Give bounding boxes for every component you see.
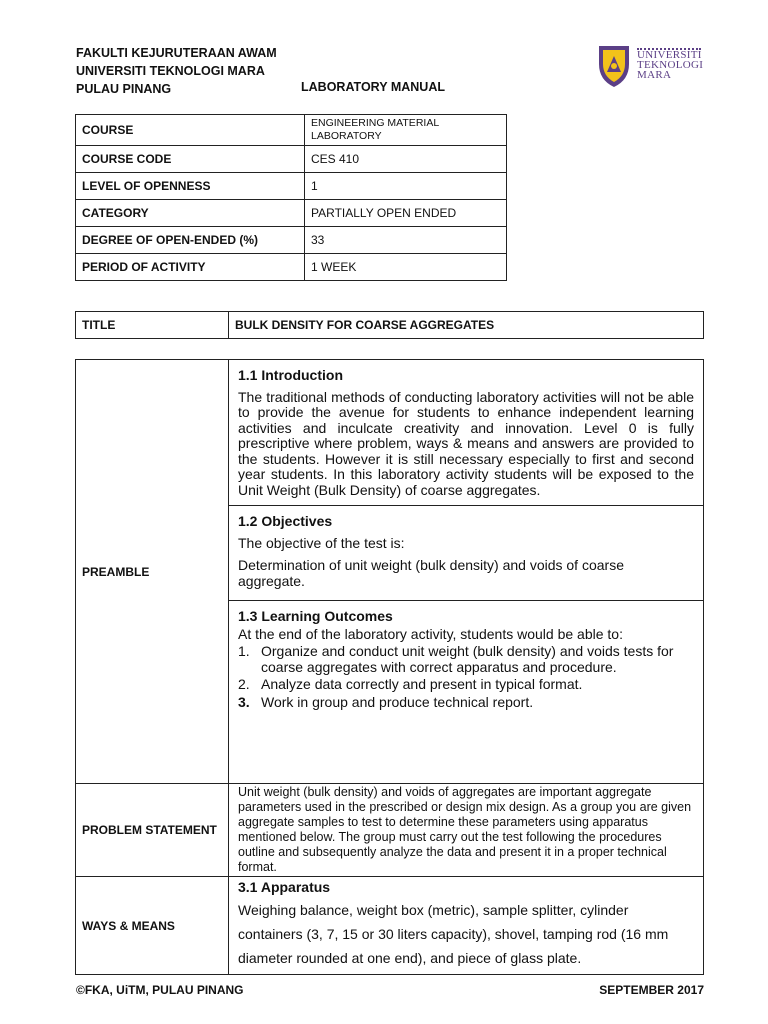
learning-outcomes-intro: At the end of the laboratory activity, students would be able to: [238,625,623,642]
table-row [76,115,507,146]
learning-outcomes-heading: 1.3 Learning Outcomes [238,608,393,624]
table-row [76,173,507,200]
table-row [76,877,704,975]
table-row [76,146,507,173]
apparatus-heading: 3.1 Apparatus [238,879,331,895]
title-key: TITLE [76,312,229,339]
content-table [75,359,704,975]
objectives-heading: 1.2 Objectives [238,513,333,529]
campus-name: PULAU PINANG [76,82,172,96]
problem-statement-label: PROBLEM STATEMENT [76,784,229,877]
footer-date: SEPTEMBER 2017 [599,983,704,997]
table-row [76,784,704,877]
introduction-text: The traditional methods of conducting laboratory activities will not be able to provide the avenue for students to enhance independent learning activities and inculcate creativity and innovation. Level 0 is fully prescriptive where problem, ways & means and answers are provided to the students. However it is still necessary especially to first and second year students. In this laboratory activity students will be exposed to the Unit Weight (Bulk Density) of coarse aggregates. [238,388,694,498]
title-value: BULK DENSITY FOR COARSE AGGREGATES [229,312,704,339]
ways-means-label: WAYS & MEANS [76,877,229,975]
info-value: PARTIALLY OPEN ENDED [305,200,507,227]
table-row [76,254,507,281]
introduction-heading: 1.1 Introduction [238,367,343,383]
problem-statement-section [229,784,704,877]
info-value: CES 410 [305,146,507,173]
uitm-logo [597,42,707,90]
university-name: UNIVERSITI TEKNOLOGI MARA [76,64,265,78]
title-table [75,311,704,339]
apparatus-text: Weighing balance, weight box (metric), sample splitter, cylinder containers (3, 7, 15 or 30 liters capacity), shovel, tamping rod (16 mm diameter rounded at one end), and piece of glass plate. [238,901,669,966]
info-key: DEGREE OF OPEN-ENDED (%) [76,227,305,254]
info-value: 1 WEEK [305,254,507,281]
info-key: CATEGORY [76,200,305,227]
info-value: 1 [305,173,507,200]
info-value: ENGINEERING MATERIAL LABORATORY [305,115,507,146]
info-key: COURSE CODE [76,146,305,173]
table-row [76,200,507,227]
info-key: COURSE [76,115,305,146]
logo-wordmark: UNIVERSITI TEKNOLOGI MARA [637,49,704,81]
objectives-text: Determination of unit weight (bulk density) and voids of coarse aggregate. [238,557,624,589]
info-key: LEVEL OF OPENNESS [76,173,305,200]
learning-outcomes-list [238,644,694,710]
preamble-label: PREAMBLE [76,360,229,784]
faculty-name: FAKULTI KEJURUTERAAN AWAM [76,46,277,60]
info-key: PERIOD OF ACTIVITY [76,254,305,281]
uitm-crest-icon [597,42,631,88]
list-item: 2. Analyze data correctly and present in typical format. [238,676,583,692]
table-row [76,227,507,254]
learning-outcomes-section [229,601,704,784]
info-value: 33 [305,227,507,254]
course-info-table [75,114,507,281]
list-item: 3. Work in group and produce technical report. [238,693,534,710]
objectives-intro: The objective of the test is: [238,534,405,551]
introduction-section [229,360,704,506]
problem-statement-text: Unit weight (bulk density) and voids of aggregates are important aggregate parameters used in the prescribed or design mix design. As a group you are given aggregate samples to test to determine these parameters using apparatus mentioned below. The group must carry out the test following the procedures outline and subsequently analyze the data and present it in a proper technical format. [238,785,692,874]
ways-means-section [229,877,704,975]
list-item: 1. Organize and conduct unit weight (bulk density) and voids tests for coarse aggregates with correct apparatus and procedure. [238,643,674,675]
objectives-section [229,506,704,601]
table-row [76,312,704,339]
table-row [76,360,704,506]
manual-label: LABORATORY MANUAL [301,80,445,94]
footer-copyright: ©FKA, UiTM, PULAU PINANG [76,983,244,997]
